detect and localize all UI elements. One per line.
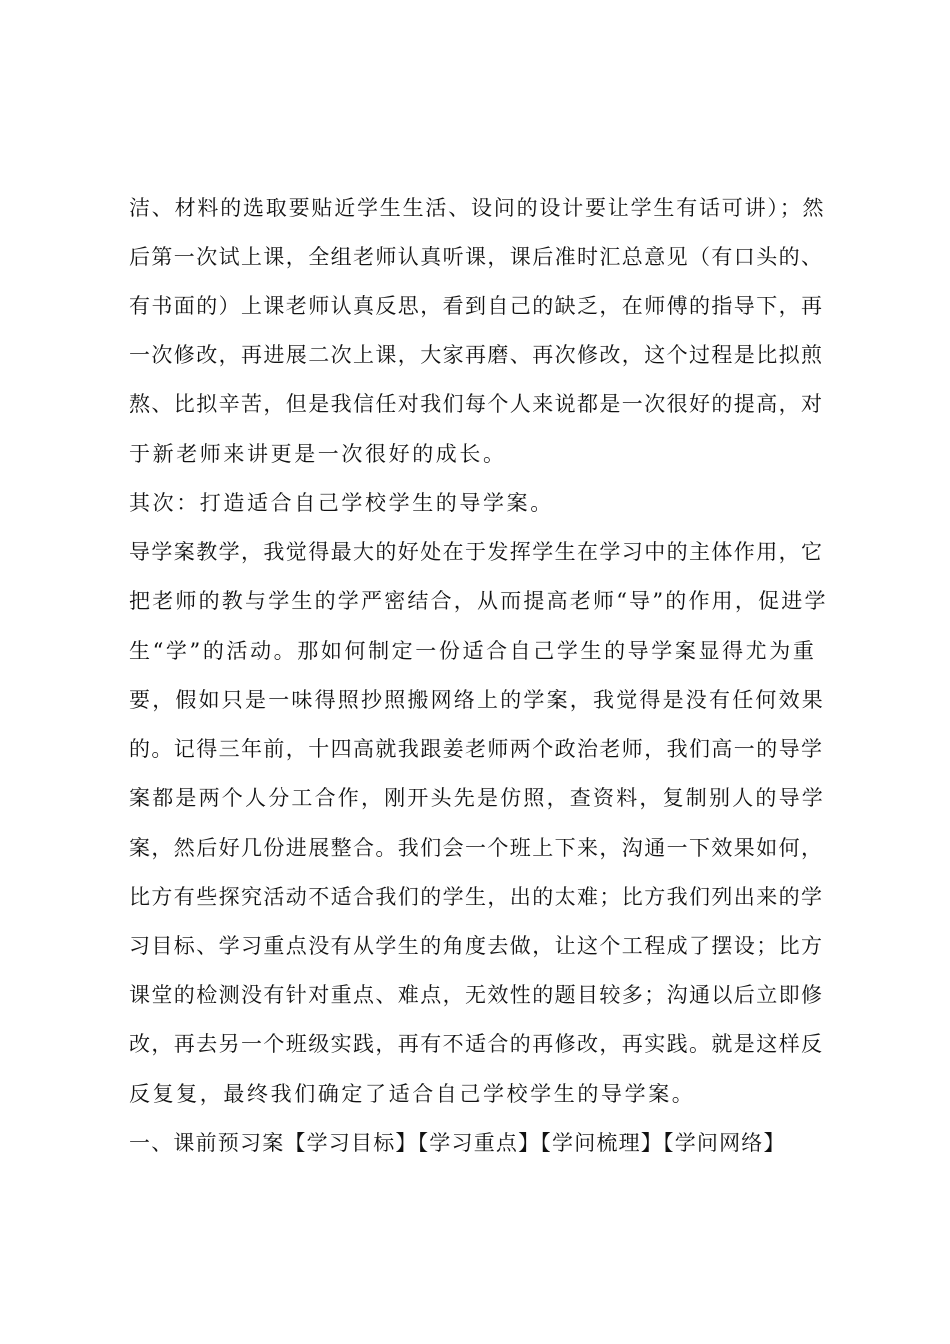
text-line: 洁、材料的选取要贴近学生生活、设问的设计要让学生有话可讲）；然 <box>129 196 826 220</box>
text-line: 于新老师来讲更是一次很好的成长。 <box>129 442 507 466</box>
text-line: 课堂的检测没有针对重点、难点，无效性的题目较多；沟通以后立即修 <box>129 983 824 1007</box>
text-line: 习目标、学习重点没有从学生的角度去做，让这个工程成了摆设；比方 <box>129 934 824 958</box>
text-line: 案，然后好几份进展整合。我们会一个班上下来，沟通一下效果如何， <box>129 836 824 860</box>
text-line: 的。记得三年前，十四高就我跟姜老师两个政治老师，我们高一的导学 <box>129 737 824 761</box>
text-line: 比方有些探究活动不适合我们的学生，出的太难；比方我们列出来的学 <box>129 885 824 909</box>
text-line: 一次修改，再进展二次上课，大家再磨、再次修改，这个过程是比拟煎 <box>129 343 824 367</box>
text-line: 反复复，最终我们确定了适合自己学校学生的导学案。 <box>129 1082 696 1106</box>
section-heading: 一、课前预习案【学习目标】【学习重点】【学问梳理】【学问网络】 <box>129 1131 786 1155</box>
section-heading: 其次：打造适合自己学校学生的导学案。 <box>129 491 554 515</box>
text-line: 后第一次试上课，全组老师认真听课，课后准时汇总意见（有口头的、 <box>129 245 824 269</box>
text-line: 导学案教学，我觉得最大的好处在于发挥学生在学习中的主体作用，它 <box>129 540 824 564</box>
text-line: 生“学”的活动。那如何制定一份适合自己学生的导学案显得尤为重 <box>129 639 817 663</box>
text-line: 改，再去另一个班级实践，再有不适合的再修改，再实践。就是这样反 <box>129 1032 824 1056</box>
text-line: 有书面的）上课老师认真反思，看到自己的缺乏，在师傅的指导下，再 <box>129 294 824 318</box>
text-line: 要，假如只是一味得照抄照搬网络上的学案，我觉得是没有任何效果 <box>129 688 825 712</box>
text-line: 把老师的教与学生的学严密结合，从而提高老师“导”的作用，促进学 <box>129 589 828 613</box>
text-line: 案都是两个人分工合作，刚开头先是仿照，查资料，复制别人的导学 <box>129 786 825 810</box>
text-line: 熬、比拟辛苦，但是我信任对我们每个人来说都是一次很好的提高，对 <box>129 392 824 416</box>
